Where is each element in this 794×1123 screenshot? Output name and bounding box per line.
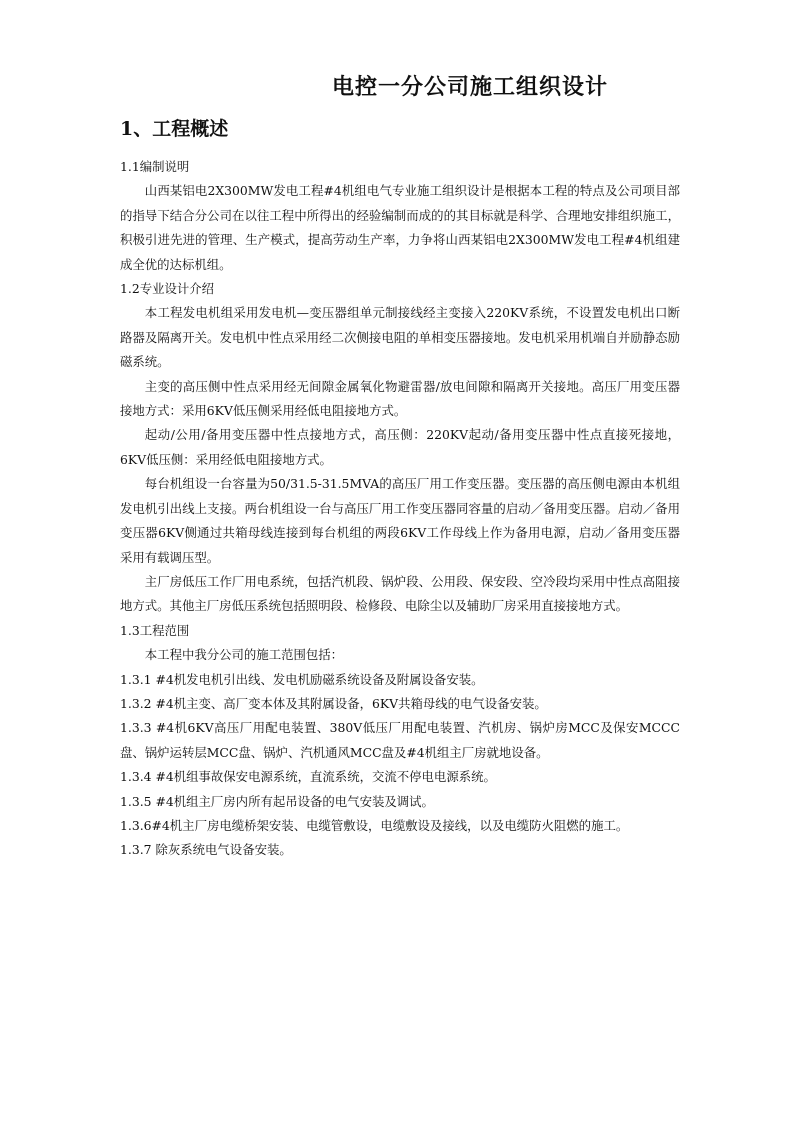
subsection-heading-1-2: 1.2专业设计介绍 xyxy=(120,281,215,297)
scope-item: 1.3.7 除灰系统电气设备安装。 xyxy=(120,842,292,858)
paragraph: 每台机组设一台容量为50/31.5-31.5MVA的高压厂用工作变压器。变压器的高压侧电源由本机组发电机引出线上支接。两台机组设一台与高压厂用工作变压器同容量的启动／备用变压器。启动／备用变压器6KV侧通过共箱母线连接到每台机组的两段6KV工作母线上作为备用电源，启动／备用变压器采用有载调压型。 xyxy=(120,476,680,565)
subsection-heading-1-1: 1.1编制说明 xyxy=(120,159,190,174)
paragraph: 主厂房低压工作厂用电系统，包括汽机段、锅炉段、公用段、保安段、空冷段均采用中性点高阻接地方式。其他主厂房低压系统包括照明段、检修段、电除尘以及辅助厂房采用直接接地方式。 xyxy=(120,573,680,614)
subsection-heading-1-3: 1.3工程范围 xyxy=(120,622,190,638)
scope-item: 1.3.5 #4机组主厂房内所有起吊设备的电气安装及调试。 xyxy=(120,793,434,809)
paragraph: 主变的高压侧中性点采用经无间隙金属氧化物避雷器/放电间隙和隔离开关接地。高压厂用变压器接地方式：采用6KV低压侧采用经低电阻接地方式。 xyxy=(120,378,680,419)
paragraph: 山西某铝电2X300MW发电工程#4机组电气专业施工组织设计是根据本工程的特点及公司项目部的指导下结合分公司在以往工程中所得出的经验编制而成的的其目标就是科学、合理地安排组织施工，积极引进先进的管理、生产模式，提高劳动生产率，力争将山西某铝电2X300MW发电工程#4机组建成全优的达标机组。 xyxy=(120,183,680,272)
scope-item: 1.3.6#4机主厂房电缆桥架安装、电缆管敷设，电缆敷设及接线，以及电缆防火阻燃的施工。 xyxy=(120,817,629,833)
scope-item: 1.3.3 #4机6KV高压厂用配电装置、380V低压厂用配电装置、汽机房、锅炉房MCC及保安MCCC盘、锅炉运转层MCC盘、锅炉、汽机通风MCC盘及#4机组主厂房就地设备。 xyxy=(120,720,680,760)
scope-item: 1.3.2 #4机主变、高厂变本体及其附属设备，6KV共箱母线的电气设备安装。 xyxy=(120,695,547,711)
paragraph: 本工程发电机组采用发电机—变压器组单元制接线经主变接入220KV系统，不设置发电机出口断路器及隔离开关。发电机中性点采用经二次侧接电阻的单相变压器接地。发电机采用机端自并励静态励磁系统。 xyxy=(120,305,680,370)
paragraph: 本工程中我分公司的施工范围包括： xyxy=(144,647,344,663)
document-title: 电控一分公司施工组织设计 xyxy=(332,74,609,100)
section-heading-1: 1、工程概述 xyxy=(120,118,229,140)
document-body xyxy=(120,155,680,863)
paragraph: 起动/公用/备用变压器中性点接地方式，高压侧：220KV起动/备用变压器中性点直接死接地，6KV低压侧：采用经低电阻接地方式。 xyxy=(120,427,680,467)
scope-item: 1.3.4 #4机组事故保安电源系统，直流系统，交流不停电电源系统。 xyxy=(120,769,496,785)
scope-item: 1.3.1 #4机发电机引出线、发电机励磁系统设备及附属设备安装。 xyxy=(120,671,484,687)
